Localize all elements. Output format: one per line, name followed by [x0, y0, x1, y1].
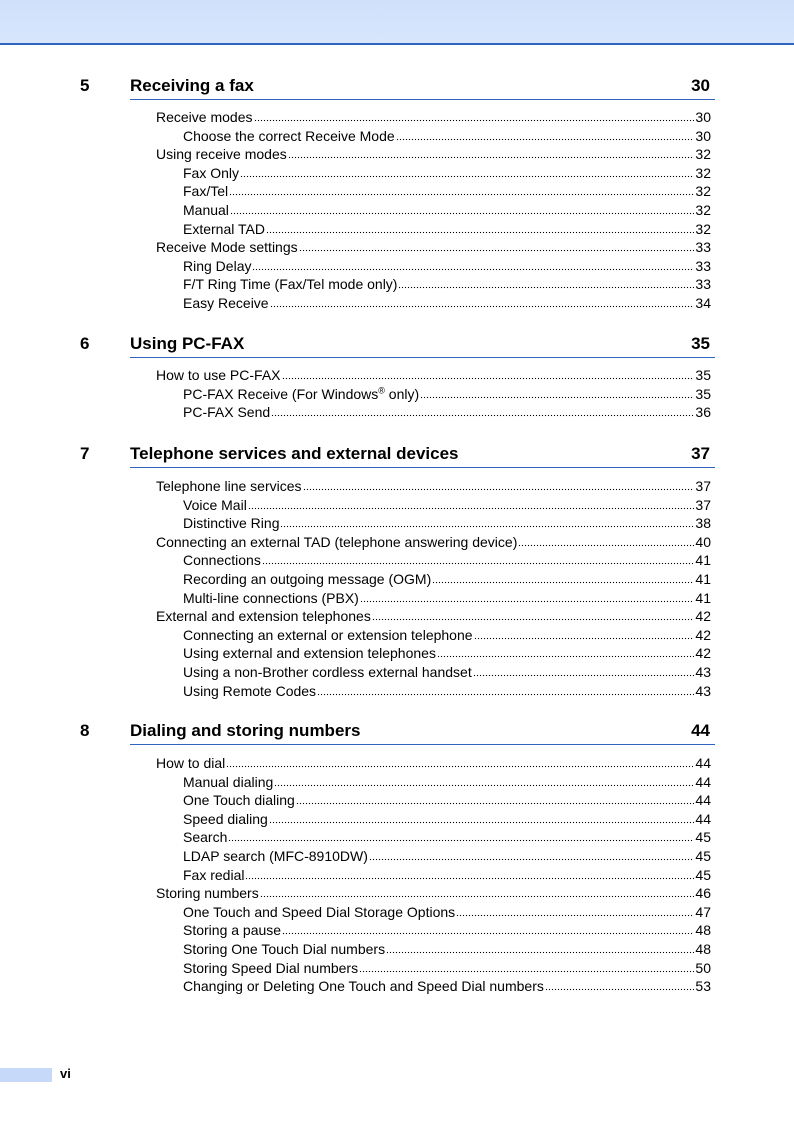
entry-label: One Touch dialing: [183, 792, 295, 809]
chapter-title: Receiving a fax: [130, 76, 254, 95]
dot-leader: [456, 907, 694, 917]
chapter-title: Dialing and storing numbers: [130, 721, 361, 740]
dot-leader: [474, 630, 695, 640]
toc-entry[interactable]: [156, 238, 711, 256]
entry-page-number: 32: [695, 164, 711, 181]
dot-leader: [229, 186, 694, 196]
chapter-number: 7: [80, 444, 90, 463]
entry-label: Manual: [183, 202, 229, 218]
dot-leader: [262, 555, 695, 565]
toc-subentry[interactable]: [183, 773, 711, 791]
entry-page-number: 33: [695, 276, 711, 293]
toc-subentry[interactable]: [183, 940, 711, 958]
entry-label: Storing numbers: [156, 885, 259, 902]
entry-label: Connecting an external or extension telephone: [183, 626, 473, 643]
entry-label: Using a non-Brother cordless external handset: [183, 664, 472, 680]
entry-page-number: 35: [695, 385, 711, 402]
dot-leader: [518, 537, 694, 547]
entry-label: Fax/Tel: [183, 183, 229, 200]
entry-label: Multi-line connections (PBX): [183, 589, 359, 606]
entry-page-number: 42: [695, 645, 711, 662]
dot-leader: [266, 224, 694, 234]
entry-label: How to dial: [156, 755, 226, 771]
dot-leader: [240, 168, 694, 178]
footer-page-number: vi: [60, 1066, 71, 1081]
entry-page-number: 32: [695, 183, 711, 200]
dot-leader: [317, 686, 694, 696]
entry-label: Storing Speed Dial numbers: [183, 959, 359, 976]
entry-page-number: 53: [695, 978, 711, 995]
dot-leader: [228, 832, 694, 842]
entry-page-number: 43: [695, 682, 711, 699]
dot-leader: [369, 851, 695, 861]
toc-subentry[interactable]: [183, 663, 711, 681]
dot-leader: [260, 888, 695, 898]
chapter-number: 5: [80, 76, 90, 95]
dot-leader: [396, 131, 695, 141]
chapter-title: Using PC-FAX: [130, 334, 245, 353]
dot-leader: [359, 963, 694, 973]
toc-subentry[interactable]: [183, 589, 711, 607]
entry-page-number: 44: [695, 810, 711, 827]
entry-page-number: 41: [695, 552, 711, 569]
entry-page-number: 33: [695, 239, 711, 256]
chapter-rule: [130, 467, 715, 468]
chapter-page-number: 35: [691, 334, 710, 353]
entry-label: Telephone line services: [156, 478, 302, 494]
dot-leader: [269, 814, 695, 824]
toc-subentry[interactable]: [183, 275, 711, 293]
entry-label: Ring Delay: [183, 257, 252, 274]
toc-entry[interactable]: [156, 533, 711, 551]
toc-subentry[interactable]: [183, 903, 711, 921]
toc-entry[interactable]: [156, 884, 711, 902]
entry-label-text: only): [384, 385, 420, 402]
entry-label: Easy Receive: [183, 295, 269, 311]
chapter-heading[interactable]: [0, 74, 794, 98]
entry-label: Connections: [183, 552, 261, 569]
toc-entry[interactable]: [156, 607, 711, 625]
dot-leader: [299, 242, 695, 252]
dot-leader: [271, 407, 694, 417]
toc-entry[interactable]: [156, 477, 711, 495]
entry-page-number: 40: [695, 533, 711, 550]
entry-page-number: 45: [695, 848, 711, 864]
entry-label: Changing or Deleting One Touch and Speed Dial numbers: [183, 978, 544, 995]
entry-label: Receive modes: [156, 109, 253, 125]
chapter-number: 8: [80, 721, 90, 740]
chapter-page-number: 30: [691, 76, 710, 95]
toc-subentry[interactable]: [183, 866, 711, 884]
dot-leader: [386, 944, 694, 954]
toc-subentry[interactable]: [183, 847, 711, 865]
entry-label: Distinctive Ring: [183, 515, 280, 532]
entry-page-number: 44: [695, 792, 711, 809]
chapter-title: Telephone services and external devices: [130, 444, 459, 463]
dot-leader: [296, 795, 695, 805]
toc-subentry[interactable]: [183, 514, 711, 532]
entry-page-number: 48: [695, 922, 711, 939]
entry-label: Storing a pause: [183, 922, 282, 939]
dot-leader: [245, 870, 694, 880]
entry-page-number: 45: [695, 829, 711, 846]
dot-leader: [248, 500, 695, 510]
entry-label: Fax Only: [183, 164, 240, 181]
entry-label: External and extension telephones: [156, 608, 371, 625]
entry-label: Using receive modes: [156, 146, 287, 163]
entry-page-number: 32: [695, 202, 711, 218]
toc-entry[interactable]: [156, 366, 711, 384]
entry-label: Using Remote Codes: [183, 682, 317, 699]
entry-label: Speed dialing: [183, 810, 268, 827]
entry-label: LDAP search (MFC-8910DW): [183, 848, 368, 864]
chapter-page-number: 44: [691, 721, 710, 740]
entry-page-number: 32: [695, 146, 711, 163]
entry-label: How to use PC-FAX: [156, 367, 281, 383]
dot-leader: [420, 389, 694, 399]
dot-leader: [360, 593, 695, 603]
entry-label: Receive Mode settings: [156, 239, 298, 256]
dot-leader: [437, 648, 694, 658]
toc-subentry[interactable]: [183, 403, 711, 421]
toc-subentry[interactable]: [183, 294, 711, 312]
dot-leader: [254, 112, 695, 122]
entry-page-number: 30: [695, 109, 711, 125]
entry-page-number: 42: [695, 626, 711, 643]
chapter-heading[interactable]: [0, 442, 794, 466]
dot-leader: [372, 611, 695, 621]
entry-page-number: 45: [695, 866, 711, 883]
entry-page-number: 50: [695, 959, 711, 976]
entry-page-number: 47: [695, 903, 711, 920]
entry-page-number: 32: [695, 220, 711, 237]
toc-subentry[interactable]: [183, 551, 711, 569]
entry-page-number: 37: [695, 478, 711, 494]
footer-band: [0, 1068, 52, 1082]
toc-subentry[interactable]: [183, 385, 711, 403]
dot-leader: [270, 298, 695, 308]
chapter-rule: [130, 99, 715, 100]
entry-page-number: 35: [695, 367, 711, 383]
toc-subentry[interactable]: [183, 959, 711, 977]
toc-entry[interactable]: [156, 754, 711, 772]
dot-leader: [274, 777, 694, 787]
entry-label: Choose the correct Receive Mode: [183, 127, 395, 144]
toc-subentry[interactable]: [183, 570, 711, 588]
entry-page-number: 30: [695, 127, 711, 144]
toc-subentry[interactable]: [183, 496, 711, 514]
toc-subentry[interactable]: [183, 921, 711, 939]
entry-label: F/T Ring Time (Fax/Tel mode only): [183, 276, 398, 293]
entry-label: External TAD: [183, 220, 265, 237]
entry-label: Fax redial: [183, 866, 245, 883]
entry-label: Using external and extension telephones: [183, 645, 436, 662]
entry-page-number: 41: [695, 571, 711, 587]
toc-entry[interactable]: [156, 145, 711, 163]
dot-leader: [230, 205, 695, 215]
toc-subentry[interactable]: [183, 682, 711, 700]
entry-page-number: 36: [695, 404, 711, 421]
header-band: [0, 0, 794, 45]
entry-label: Storing One Touch Dial numbers: [183, 941, 386, 957]
chapter-page-number: 37: [691, 444, 710, 463]
dot-leader: [303, 481, 695, 491]
toc-subentry[interactable]: [183, 791, 711, 809]
entry-label: Manual dialing: [183, 773, 274, 790]
chapter-heading[interactable]: [0, 719, 794, 743]
entry-page-number: 41: [695, 589, 711, 606]
dot-leader: [252, 261, 694, 271]
dot-leader: [280, 518, 694, 528]
entry-label: Search: [183, 829, 228, 846]
entry-page-number: 43: [695, 664, 711, 680]
toc-subentry[interactable]: [183, 257, 711, 275]
dot-leader: [398, 279, 694, 289]
entry-page-number: 33: [695, 257, 711, 274]
dot-leader: [226, 758, 694, 768]
entry-page-number: 37: [695, 496, 711, 513]
entry-page-number: 48: [695, 941, 711, 957]
entry-page-number: 38: [695, 515, 711, 532]
entry-label: One Touch and Speed Dial Storage Options: [183, 903, 456, 920]
toc-subentry[interactable]: [183, 644, 711, 662]
dot-leader: [288, 149, 695, 159]
chapter-rule: [130, 357, 715, 358]
entry-page-number: 44: [695, 755, 711, 771]
toc-subentry[interactable]: [183, 220, 711, 238]
entry-label: Voice Mail: [183, 496, 247, 513]
toc-subentry[interactable]: [183, 810, 711, 828]
toc-subentry[interactable]: [183, 201, 711, 219]
toc-subentry[interactable]: [183, 626, 711, 644]
toc-subentry[interactable]: [183, 164, 711, 182]
dot-leader: [432, 574, 694, 584]
entry-label: Connecting an external TAD (telephone answering device): [156, 533, 518, 550]
entry-page-number: 44: [695, 773, 711, 790]
dot-leader: [282, 370, 695, 380]
entry-page-number: 42: [695, 608, 711, 625]
dot-leader: [545, 981, 695, 991]
toc-subentry[interactable]: [183, 182, 711, 200]
toc-subentry[interactable]: [183, 127, 711, 145]
toc-subentry[interactable]: [183, 977, 711, 995]
registered-mark: ®: [378, 384, 385, 395]
toc-subentry[interactable]: [183, 828, 711, 846]
entry-label: Recording an outgoing message (OGM): [183, 571, 432, 587]
toc-entry[interactable]: [156, 108, 711, 126]
entry-label: [183, 385, 419, 403]
dot-leader: [473, 667, 695, 677]
entry-page-number: 46: [695, 885, 711, 902]
entry-label-text: PC-FAX Receive (For Windows: [183, 385, 379, 402]
chapter-rule: [130, 744, 715, 745]
entry-page-number: 34: [695, 295, 711, 311]
chapter-number: 6: [80, 334, 90, 353]
entry-label: PC-FAX Send: [183, 404, 271, 421]
dot-leader: [282, 925, 694, 935]
chapter-heading[interactable]: [0, 332, 794, 356]
